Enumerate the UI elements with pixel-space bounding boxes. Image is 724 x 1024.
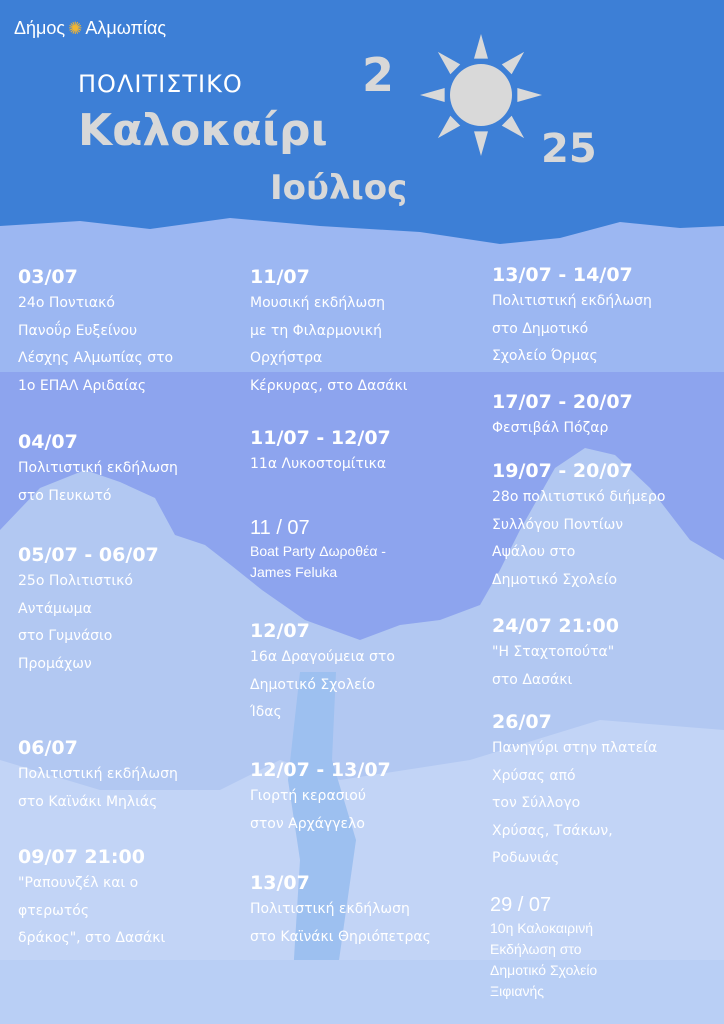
event-text: "Ραπουνζέλ και ο φτερωτός δράκος", στο Δασάκι [18,875,166,946]
event-item [250,265,407,400]
event-item [250,619,395,727]
event-text: 28ο πολιτιστικό διήμερο Συλλόγου Ποντίων Αψάλου στο Δημοτικό Σχολείο [492,489,666,588]
event-text: 24ο Ποντιακό Πανοΰρ Ευξείνου Λέσχης Αλμωπίας στο 1ο ΕΠΑΛ Αριδαίας [18,295,174,394]
event-date: 12/07 [250,620,310,642]
event-date: 11/07 [250,266,310,288]
event-date: 11 / 07 [250,517,310,539]
event-text: Πανηγύρι στην πλατεία Χρύσας από τον Σύλλογο Χρύσας, Τσάκων, Ροδωνιάς [492,740,658,866]
event-date: 29 / 07 [490,894,552,916]
event-item [18,736,178,816]
event-date: 03/07 [18,266,78,288]
event-text: Boat Party Δωροθέα - James Feluka [250,543,386,580]
event-date: 24/07 21:00 [492,615,619,637]
event-date: 09/07 21:00 [18,846,145,868]
title-big: Καλοκαίρι [78,105,328,156]
year-part-2: 25 [541,126,597,172]
logo-text-part: Δήμος [14,18,66,38]
event-date: 04/07 [18,431,78,453]
event-item [18,265,173,400]
sun-icon [420,28,542,162]
title-small: ΠΟΛΙΤΙΣΤΙΚΟ [78,70,243,98]
sun-ray [474,34,488,59]
sun-emblem-icon: ✺ [68,19,83,38]
logo-text-part: Αλμωπίας [85,18,167,38]
month-title: Ιούλιος [270,168,408,208]
event-item [250,426,391,479]
event-item [18,430,178,510]
event-text: Πολιτιστική εκδήλωση στο Καϊνάκι Θηριόπετρας [250,901,431,945]
event-text: "Η Σταχτοπούτα" στο Δασάκι [492,644,615,688]
sun-ray [474,131,488,156]
event-item [250,871,431,951]
event-date: 12/07 - 13/07 [250,759,391,781]
event-date: 17/07 - 20/07 [492,391,633,413]
event-item [492,614,619,694]
event-item [250,516,386,583]
event-text: Γιορτή κερασιού στον Αρχάγγελο [250,788,366,832]
sun-ray [438,116,460,138]
event-item [492,710,657,873]
event-text: Πολιτιστική εκδήλωση στο Δημοτικό Σχολείο Όρμας [492,293,652,364]
event-date: 26/07 [492,711,552,733]
event-text: 16α Δραγούμεια στο Δημοτικό Σχολείο Ίδας [250,649,395,720]
event-date: 06/07 [18,737,78,759]
bottom-haze [0,960,724,1024]
event-text: Πολιτιστική εκδήλωση στο Πευκωτό [18,460,178,504]
event-text: 25ο Πολιτιστικό Αντάμωμα στο Γυμνάσιο Προμάχων [18,573,133,672]
logo [14,18,166,39]
event-date: 13/07 - 14/07 [492,264,633,286]
event-item [18,543,159,678]
event-item [492,263,652,371]
event-text: 10η Καλοκαιρινή Εκδήλωση στο Δημοτικό Σχολείο Ξιφιανής [490,920,598,999]
event-date: 13/07 [250,872,310,894]
event-date: 05/07 - 06/07 [18,544,159,566]
sun-ray [517,88,542,102]
event-date: 19/07 - 20/07 [492,460,633,482]
event-item [492,390,633,443]
event-text: 11α Λυκοστομίτικα [250,456,387,472]
sun-ray [502,116,524,138]
event-date: 11/07 - 12/07 [250,427,391,449]
event-item [492,459,665,594]
event-item [490,893,597,1002]
sun-ray [502,52,524,74]
sun-ray [438,52,460,74]
event-text: Μουσική εκδήλωση με τη Φιλαρμονική Ορχήστρα Κέρκυρας, στο Δασάκι [250,295,408,394]
sun-ray [420,88,445,102]
event-text: Φεστιβάλ Πόζαρ [492,420,609,436]
event-item [250,758,391,838]
year-part-1: 2 [362,48,395,102]
event-item [18,845,165,953]
event-text: Πολιτιστική εκδήλωση στο Καϊνάκι Μηλιάς [18,766,178,810]
